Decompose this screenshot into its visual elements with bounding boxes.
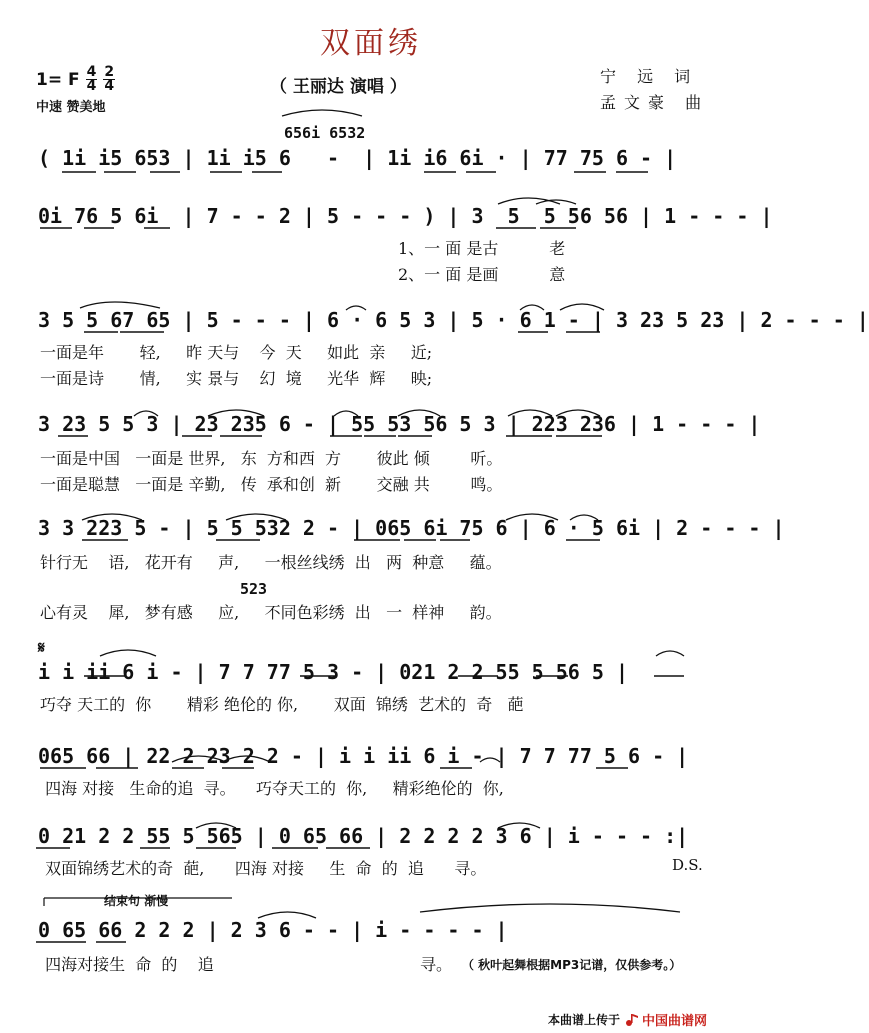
tempo-marking: 中速 赞美地 <box>36 100 106 115</box>
transcription-note: （ 秋叶起舞根据MP3记谱，仅供参考。） <box>462 958 682 972</box>
lyric-row-9: 四海对接生 命 的 追 <box>40 955 214 974</box>
lyric-row-7: 四海 对接 生命的追 寻。 巧夺天工的 你, 精彩绝伦的 你, <box>40 779 504 798</box>
score-row-8: 0 21 2 2 55 5 565 | 0 65 66 | 2 2 2 2 3 6 | i - - - :| <box>38 824 689 848</box>
score-row-6: i i ii 6 i - | 7 7 77 5 3 - | 021 2 2 55 5 56 5 | <box>38 660 629 684</box>
ds-marking: D.S. <box>672 856 703 874</box>
score-row-5: 3 3 223 5 - | 5 5 532 2 - | 065 6i 75 6 | 6 · 5 6i | 2 - - - | <box>38 516 785 540</box>
score-row-2: 0i 76 5 6i | 7 - - 2 | 5 - - - ) | 3 5 5 56 56 | 1 - - - | <box>38 204 773 228</box>
segno-icon: 𝄋 <box>38 638 45 657</box>
grace-notes-row1: 656i 6532 <box>284 124 366 142</box>
score-row-7: 065 66 | 22 2 23 2 2 - | i i ii 6 i - | 7 7 77 5 6 - | <box>38 744 689 768</box>
grace-notes-row5: 523 <box>240 580 268 598</box>
time-signature-2: $\frac{2}{4}$ <box>104 64 115 94</box>
ending-label: 结束句 渐慢 <box>104 894 169 908</box>
lyricist-credit: 宁 远 词 <box>600 67 699 86</box>
score-row-9: 0 65 66 2 2 2 | 2 3 6 - - | i - - - - | <box>38 918 508 942</box>
lyric-row-6: 巧夺 天工的 你 精彩 绝伦的 你, 双面 锦绣 艺术的 奇 葩 <box>40 695 524 714</box>
time-signature-1: $\frac{4}{4}$ <box>86 64 97 94</box>
upload-credit <box>548 1010 707 1029</box>
lyric-row-9-end: 寻。 <box>420 955 453 974</box>
lyric-row-8: 双面锦绣艺术的奇 葩, 四海 对接 生 命 的 追 寻。 <box>40 859 487 878</box>
upload-label: 本曲谱上传于 <box>548 1013 621 1027</box>
score-row-3: 3 5 5 67 65 | 5 - - - | 6 · 6 5 3 | 5 · 6 1 - | 3 23 5 23 | 2 - - - | <box>38 308 869 332</box>
lyric-row-5-verse2: 心有灵 犀, 梦有感 应, 不同色彩绣 出 一 样神 韵。 <box>40 603 502 622</box>
lyric-row-4-verse2: 一面是聪慧 一面是 辛勤, 传 承和创 新 交融 共 鸣。 <box>40 475 503 494</box>
composer-credit: 孟文豪 曲 <box>600 93 710 112</box>
lyric-row-3-verse1: 一面是年 轻, 昨 天与 今 天 如此 亲 近; <box>40 343 433 362</box>
site-name: 中国曲谱网 <box>642 1014 708 1029</box>
lyric-row-3-verse2: 一面是诗 情, 实 景与 幻 境 光华 辉 映; <box>40 369 433 388</box>
song-title: 双面绣 <box>320 26 422 61</box>
music-note-icon <box>624 1013 640 1027</box>
lyric-row-2-verse1: 1、一 面 是古 老 <box>398 239 566 258</box>
score-row-1: ( 1i i5 653 | 1i i5 6 - | 1i i6 6i · | 77 75 6 - | <box>38 146 677 170</box>
score-row-4: 3 23 5 5 3 | 23 235 6 - | 55 53 56 5 3 | 223 236 | 1 - - - | <box>38 412 761 436</box>
singer-line: （ 王丽达 演唱 ） <box>270 77 407 97</box>
site-logo[interactable] <box>624 1010 707 1029</box>
key-label: 1= F <box>36 69 80 90</box>
lyric-row-4-verse1: 一面是中国 一面是 世界, 东 方和西 方 彼此 倾 听。 <box>40 449 503 468</box>
lyric-row-2-verse2: 2、一 面 是画 意 <box>398 265 566 284</box>
lyric-row-5-verse1: 针行无 语, 花开有 声, 一根丝线绣 出 两 种意 蕴。 <box>40 553 502 572</box>
